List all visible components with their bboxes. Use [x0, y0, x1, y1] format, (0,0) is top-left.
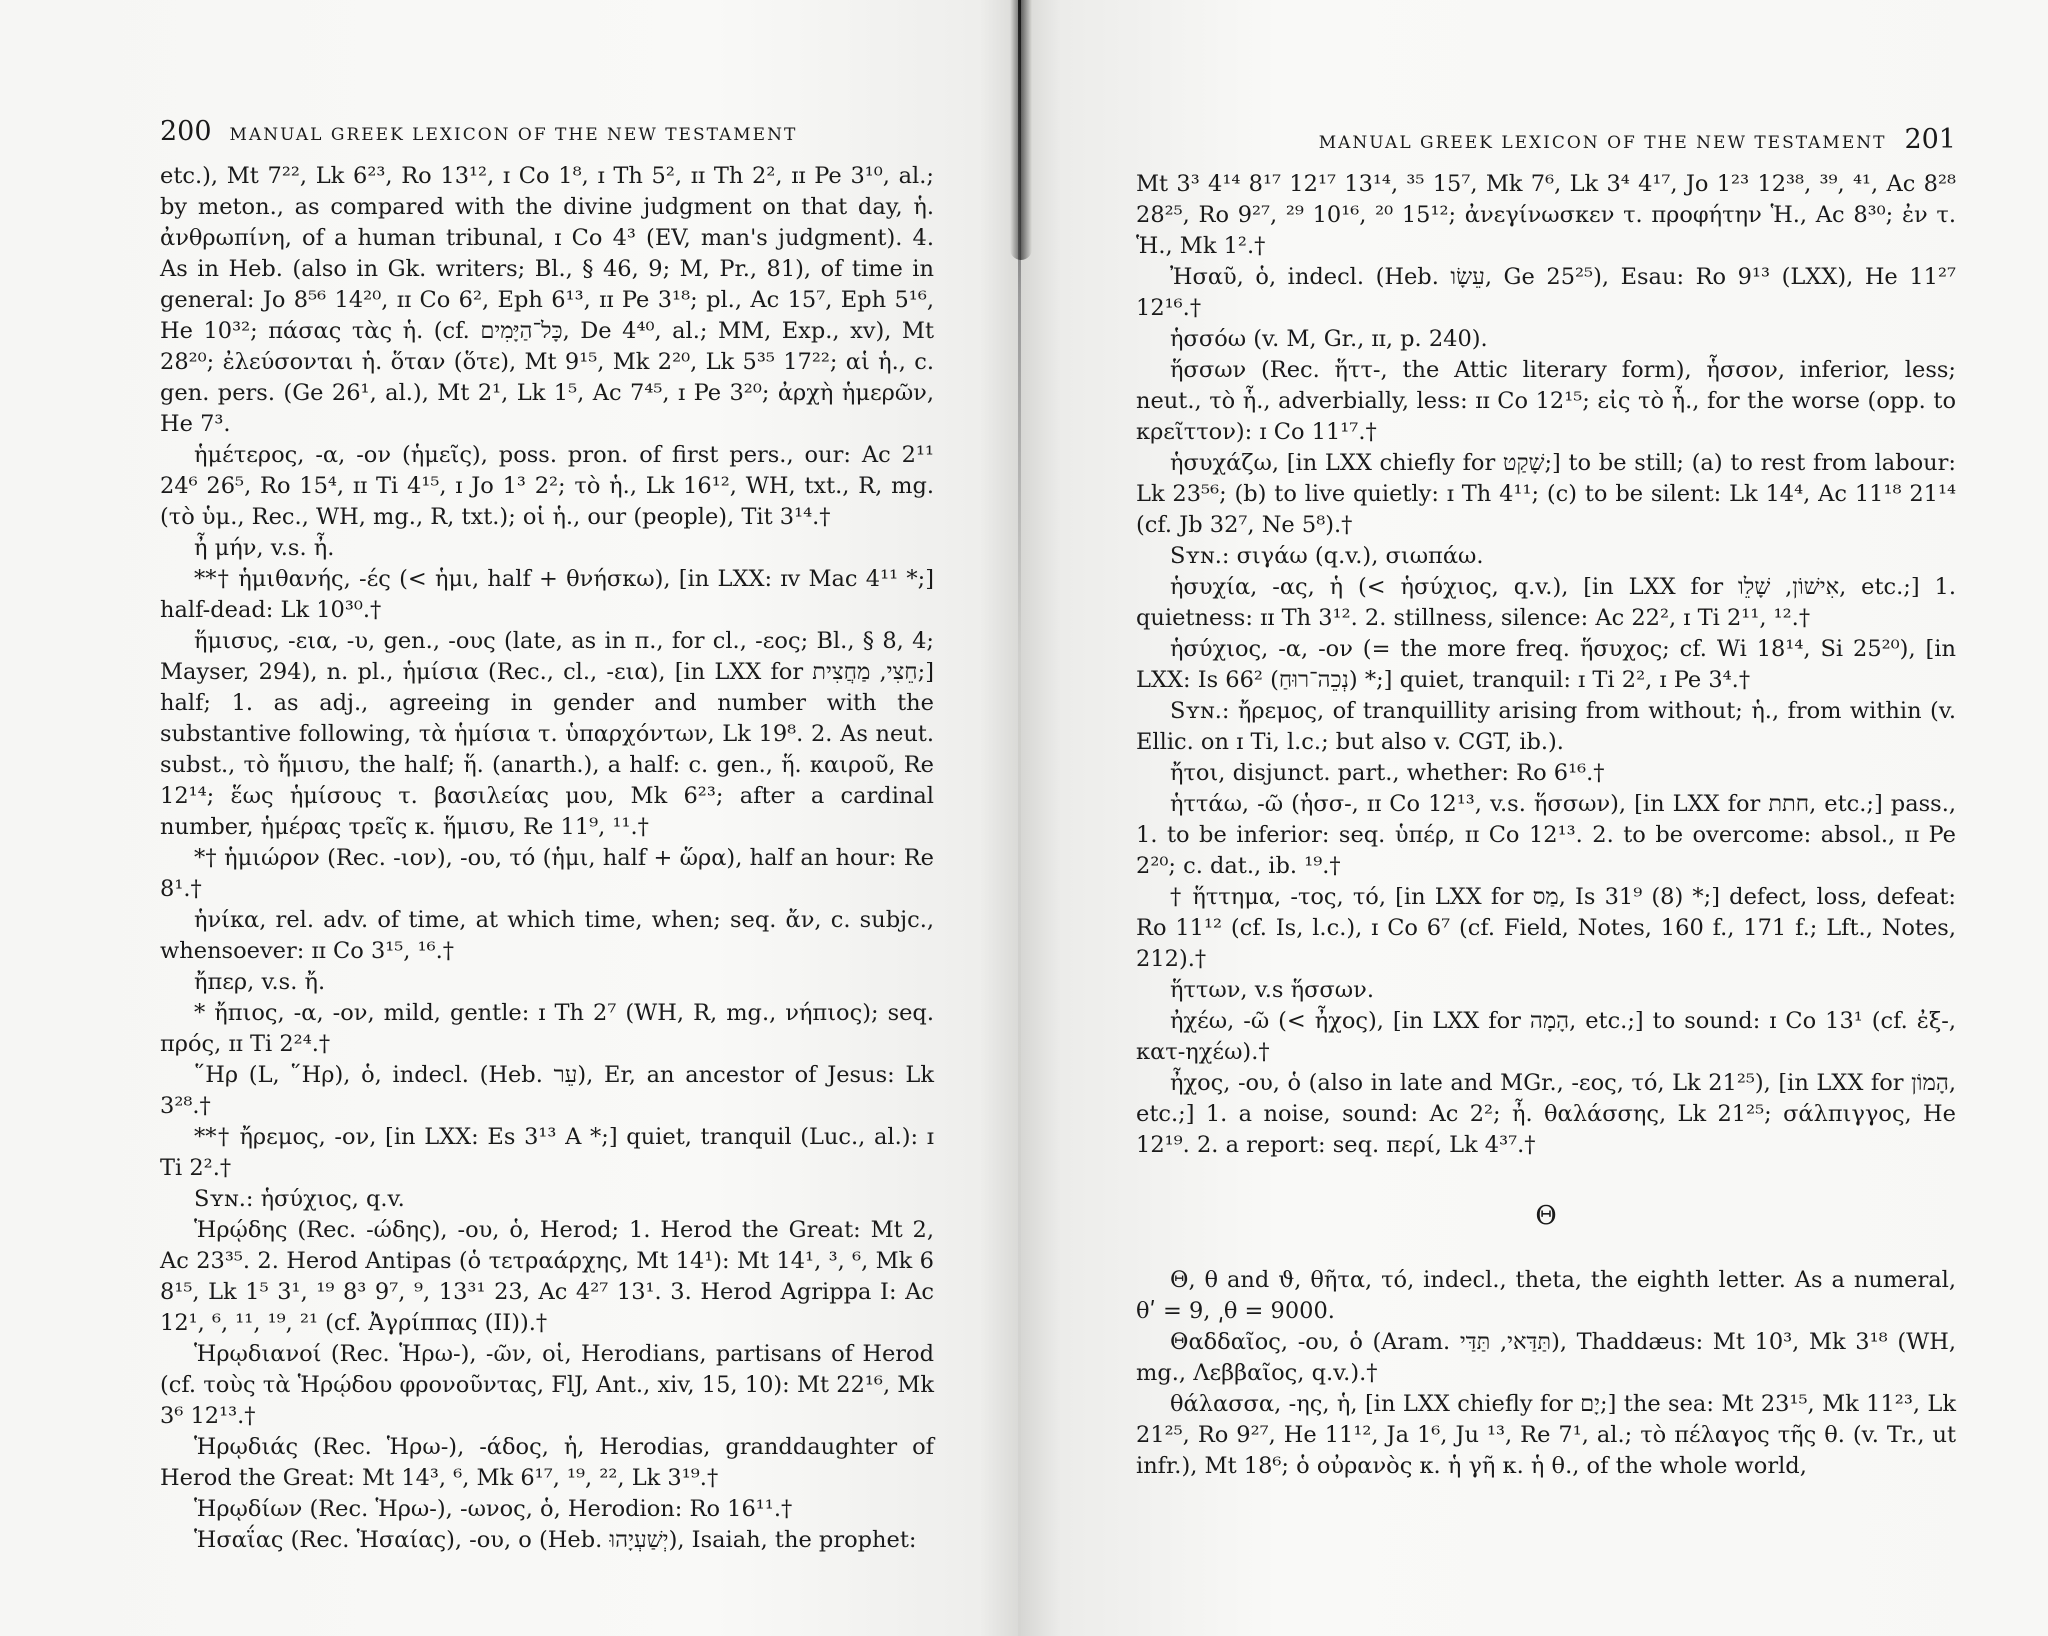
right-running-head	[1136, 124, 1956, 155]
right-entry: ἡττάω, -ῶ (ἡσσ-, ɪɪ Co 12¹³, v.s. ἥσσων), [in LXX for חתת, etc.;] pass., 1. to be inferior: seq. ὑπέρ, ɪɪ Co 12¹³. 2. to be overcome: absol., ɪɪ Pe 2²⁰; c. dat., ib. ¹⁹.†	[1136, 791, 1956, 879]
left-page-number: 200	[160, 116, 212, 147]
right-entry: ἡσσόω (v. M, Gr., ɪɪ, p. 240).	[1170, 326, 1488, 352]
right-entry: ἤτοι, disjunct. part., whether: Ro 6¹⁶.†	[1170, 760, 1605, 786]
right-entry: ἡσύχιος, -α, -ον (= the more freq. ἥσυχος; cf. Wi 18¹⁴, Si 25²⁰), [in LXX: Is 66² (נְכֵה־רוּחַ) *;] quiet, tranquil: ɪ Ti 2², ɪ Pe 3⁴.†	[1136, 636, 1956, 693]
left-entry: ἤπερ, v.s. ἤ.	[194, 969, 326, 995]
left-entry: ἡνίκα, rel. adv. of time, at which time, when; seq. ἄν, c. subjc., whensoever: ɪɪ Co 3¹⁵, ¹⁶.†	[160, 907, 934, 964]
left-page	[0, 0, 1020, 1636]
right-entry: Sʏɴ.: σιγάω (q.v.), σιωπάω.	[1170, 543, 1484, 569]
right-entry: ἡσυχία, -ας, ἡ (< ἡσύχιος, q.v.), [in LXX for אִישׁוֹן, שָׁלֵו, etc.;] 1. quietness: ɪɪ Th 3¹². 2. stillness, silence: Ac 22², ɪ Ti 2¹¹, ¹².†	[1136, 574, 1956, 631]
left-entry: Ἡρῳδιανοί (Rec. Ἡρω-), -ῶν, οἱ, Herodians, partisans of Herod (cf. τοὺς τὰ Ἡρῴδου φρονοῦντας, FlJ, Ant., xiv, 15, 10): Mt 22¹⁶, Mk 3⁶ 12¹³.†	[160, 1341, 934, 1429]
left-entry: Sʏɴ.: ἡσύχιος, q.v.	[194, 1186, 405, 1212]
left-entry: Ἡσαΐας (Rec. Ἡσαίας), -ου, ο (Heb. יְשַׁעְיָהוּ), Isaiah, the prophet:	[194, 1527, 917, 1553]
right-entry: Sʏɴ.: ἤρεμος, of tranquillity arising from without; ἡ., from within (v. Ellic. on ɪ Ti, l.c.; but also v. CGT, ib.).	[1136, 698, 1956, 755]
theta-entry: Θ, θ and ϑ, θῆτα, τό, indecl., theta, the eighth letter. As a numeral, θʹ = 9, ͵θ = 9000.	[1136, 1267, 1956, 1324]
right-page	[1020, 0, 2048, 1636]
left-running-title: MANUAL GREEK LEXICON OF THE NEW TESTAMENT	[229, 125, 798, 145]
right-entry: ἠχέω, -ῶ (< ἦχος), [in LXX for הָמָה, etc.;] to sound: ɪ Co 13¹ (cf. ἐξ-, κατ-ηχέω).†	[1136, 1008, 1956, 1065]
right-entry: ἡσυχάζω, [in LXX chiefly for שָׁקַט;] to be still; (a) to rest from labour: Lk 23⁵⁶; (b) to live quietly: ɪ Th 4¹¹; (c) to be silent: Lk 14⁴, Ac 11¹⁸ 21¹⁴ (cf. Jb 32⁷, Ne 5⁸).†	[1136, 450, 1956, 538]
right-entry: ἦχος, -ου, ὁ (also in late and MGr., -εος, τό, Lk 21²⁵), [in LXX for הָמוֹן, etc.;] 1. a noise, sound: Ac 2²; ἦ. θαλάσσης, Lk 21²⁵; σάλπιγγος, He 12¹⁹. 2. a report: seq. περί, Lk 4³⁷.†	[1136, 1070, 1956, 1158]
left-entry: Ἡρῳδίων (Rec. Ἡρω-), -ωνος, ὁ, Herodion: Ro 16¹¹.†	[194, 1496, 793, 1522]
left-running-head	[160, 116, 934, 147]
left-entry: **† ἡμιθανής, -ές (< ἡμι, half + θνήσκω), [in LXX: ɪᴠ Mac 4¹¹ *;] half-dead: Lk 10³⁰.†	[160, 566, 934, 623]
left-entry: *† ἡμιώρον (Rec. -ιον), -ου, τό (ἡμι, half + ὥρα), half an hour: Re 8¹.†	[160, 845, 934, 902]
right-entry: † ἥττημα, -τος, τό, [in LXX for מַס, Is 31⁹ (8) *;] defect, loss, defeat: Ro 11¹² (cf. Is, l.c.), ɪ Co 6⁷ (cf. Field, Notes, 160 f., 171 f.; Lft., Notes, 212).†	[1136, 884, 1956, 972]
left-entry: ἡμέτερος, -α, -ον (ἡμεῖς), poss. pron. of first pers., our: Ac 2¹¹ 24⁶ 26⁵, Ro 15⁴, ɪɪ Ti 4¹⁵, ɪ Jo 1³ 2²; τὸ ἡ., Lk 16¹², WH, txt., R, mg. (τὸ ὑμ., Rec., WH, mg., R, txt.); οἱ ἡ., our (people), Tit 3¹⁴.†	[160, 442, 934, 530]
left-entry: * ἤπιος, -α, -ον, mild, gentle: ɪ Th 2⁷ (WH, R, mg., νήπιος); seq. πρός, ɪɪ Ti 2²⁴.†	[160, 1000, 934, 1057]
left-entry: ἥμισυς, -εια, -υ, gen., -ους (late, as in π., for cl., -εος; Bl., § 8, 4; Mayser, 294), n. pl., ἡμίσια (Rec., cl., -εια), [in LXX for חֵצִי, מַחֲצִית;] half; 1. as adj., agreeing in gender and number with the substantive following, τὰ ἡμίσια τ. ὑπαρχόντων, Lk 19⁸. 2. As neut. subst., τὸ ἥμισυ, the half; ἥ. (anarth.), a half: c. gen., ἥ. καιροῦ, Re 12¹⁴; ἕως ἡμίσους τ. βασιλείας μου, Mk 6²³; after a cardinal number, ἡμέρας τρεῖς κ. ἥμισυ, Re 11⁹, ¹¹.†	[160, 628, 934, 840]
right-entry: ἥττων, v.s ἥσσων.	[1170, 977, 1374, 1003]
gutter-shadow	[1010, 0, 1032, 260]
left-entry: etc.), Mt 7²², Lk 6²³, Ro 13¹², ɪ Co 1⁸, ɪ Th 5², ɪɪ Th 2², ɪɪ Pe 3¹⁰, al.; by meton., as compared with the divine judgment on that day, ἡ. ἀνθρωπίνη, of a human tribunal, ɪ Co 4³ (EV, man's judgment). 4. As in Heb. (also in Gk. writers; Bl., § 46, 9; M, Pr., 81), of time in general: Jo 8⁵⁶ 14²⁰, ɪɪ Co 6², Eph 6¹³, ɪɪ Pe 3¹⁸; pl., Ac 15⁷, Eph 5¹⁶, He 10³²; πάσας τὰς ἡ. (cf. כָּל־הַיָּמִים, De 4⁴⁰, al.; MM, Exp., xv), Mt 28²⁰; ἐλεύσονται ἡ. ὅταν (ὅτε), Mt 9¹⁵, Mk 2²⁰, Lk 5³⁵ 17²²; αἱ ἡ., c. gen. pers. (Ge 26¹, al.), Mt 2¹, Lk 1⁵, Ac 7⁴⁵, ɪ Pe 3²⁰; ἀρχὴ ἡμερῶν, He 7³.	[160, 163, 934, 437]
theta-entry: θάλασσα, -ης, ἡ, [in LXX chiefly for יָם;] the sea: Mt 23¹⁵, Mk 11²³, Lk 21²⁵, Ro 9²⁷, He 11¹², Ja 1⁶, Ju ¹³, Re 7¹, al.; τὸ πέλαγος τῆς θ. (v. Tr., ut infr.), Mt 18⁶; ὁ οὐρανὸς κ. ἡ γῆ κ. ἡ θ., of the whole world,	[1136, 1391, 1956, 1479]
right-entry: ἥσσων (Rec. ἥττ-, the Attic literary form), ἧσσον, inferior, less; neut., τὸ ἧ., adverbially, less: ɪɪ Co 12¹⁵; εἰς τὸ ἧ., for the worse (opp. to κρεῖττον): ɪ Co 11¹⁷.†	[1136, 357, 1956, 445]
section-letter-heading: Θ	[1535, 1201, 1557, 1231]
right-entry: Mt 3³ 4¹⁴ 8¹⁷ 12¹⁷ 13¹⁴, ³⁵ 15⁷, Mk 7⁶, Lk 3⁴ 4¹⁷, Jo 1²³ 12³⁸, ³⁹, ⁴¹, Ac 8²⁸ 28²⁵, Ro 9²⁷, ²⁹ 10¹⁶, ²⁰ 15¹²; ἀνεγίνωσκεν τ. προφήτην Ἡ., Ac 8³⁰; ἐν τ. Ἡ., Mk 1².†	[1136, 171, 1956, 259]
left-entry: ἦ μήν, v.s. ἦ.	[194, 535, 335, 561]
left-entry: Ἡρῴδης (Rec. -ώδης), -ου, ὁ, Herod; 1. Herod the Great: Mt 2, Ac 23³⁵. 2. Herod Antipas (ὁ τετραάρχης, Mt 14¹): Mt 14¹, ³, ⁶, Mk 6 8¹⁵, Lk 1⁵ 3¹, ¹⁹ 8³ 9⁷, ⁹, 13³¹ 23, Ac 4²⁷ 13¹. 3. Herod Agrippa I: Ac 12¹, ⁶, ¹¹, ¹⁹, ²¹ (cf. Ἀγρίππας (II)).†	[160, 1217, 934, 1336]
left-entry: **† ἤρεμος, -ον, [in LXX: Es 3¹³ A *;] quiet, tranquil (Luc., al.): ɪ Ti 2².†	[160, 1124, 934, 1181]
theta-entry: Θαδδαῖος, -ου, ὁ (Aram. תַּדַּאי, תַּדַּי), Thaddæus: Mt 10³, Mk 3¹⁸ (WH, mg., Λεββαῖος, q.v.).†	[1136, 1329, 1956, 1386]
left-entry: ῞Ηρ (L, ῞Ηρ), ὁ, indecl. (Heb. עֵר), Er, an ancestor of Jesus: Lk 3²⁸.†	[160, 1062, 934, 1119]
right-entry: Ἠσαῦ, ὁ, indecl. (Heb. עֵשָׂו, Ge 25²⁵), Esau: Ro 9¹³ (LXX), He 11²⁷ 12¹⁶.†	[1136, 264, 1956, 321]
right-page-number: 201	[1904, 124, 1956, 155]
right-running-title: MANUAL GREEK LEXICON OF THE NEW TESTAMENT	[1318, 133, 1887, 153]
left-entry: Ἡρῳδιάς (Rec. Ἡρω-), -άδος, ἡ, Herodias, granddaughter of Herod the Great: Mt 14³, ⁶, Mk 6¹⁷, ¹⁹, ²², Lk 3¹⁹.†	[160, 1434, 934, 1491]
